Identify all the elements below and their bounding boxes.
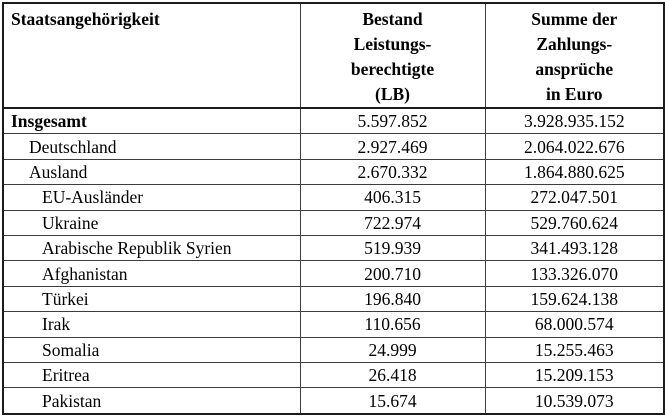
row-label: Ukraine [3,210,300,235]
header-summe-zahlungsansprueche [485,3,664,108]
euro-value: 529.760.624 [485,210,664,235]
header-staatsangehoerigkeit [3,3,300,108]
statistics-table [2,2,665,415]
row-label: Arabische Republik Syrien [3,236,300,261]
row-label: EU-Ausländer [3,185,300,210]
header-line: Leistungs- [353,34,432,54]
table-row-tuerkei [3,286,664,311]
row-label: Insgesamt [3,108,300,134]
table-row-syrien [3,236,664,261]
header-line: (LB) [375,84,410,104]
euro-value: 272.047.501 [485,185,664,210]
euro-value: 10.539.073 [485,388,664,414]
header-bestand-lb [300,3,485,108]
header-label: Staatsangehörigkeit [11,9,160,29]
row-label: Türkei [3,286,300,311]
row-label: Irak [3,312,300,337]
euro-value: 15.209.153 [485,363,664,388]
table-row-insgesamt [3,108,664,134]
header-line: Summe der [531,9,618,29]
euro-value: 133.326.070 [485,261,664,286]
lb-value: 722.974 [300,210,485,235]
table-row-somalia [3,337,664,362]
table-row-eritrea [3,363,664,388]
lb-value: 200.710 [300,261,485,286]
header-line: berechtigte [350,59,435,79]
row-label: Somalia [3,337,300,362]
table-row-ukraine [3,210,664,235]
lb-value: 2.927.469 [300,134,485,159]
lb-value: 110.656 [300,312,485,337]
table-row-afghanistan [3,261,664,286]
lb-value: 406.315 [300,185,485,210]
lb-value: 26.418 [300,363,485,388]
table-row-pakistan [3,388,664,414]
lb-value: 519.939 [300,236,485,261]
header-row [3,3,664,108]
euro-value: 159.624.138 [485,286,664,311]
euro-value: 1.864.880.625 [485,159,664,184]
lb-value: 2.670.332 [300,159,485,184]
row-label: Deutschland [3,134,300,159]
row-label: Afghanistan [3,261,300,286]
euro-value: 15.255.463 [485,337,664,362]
row-label: Eritrea [3,363,300,388]
euro-value: 341.493.128 [485,236,664,261]
table-row-eu-auslaender [3,185,664,210]
lb-value: 196.840 [300,286,485,311]
table-row-ausland [3,159,664,184]
euro-value: 68.000.574 [485,312,664,337]
header-line: ansprüche [535,59,614,79]
table-header [3,3,664,108]
table-row-deutschland [3,134,664,159]
lb-value: 15.674 [300,388,485,414]
header-line: in Euro [545,84,603,104]
row-label: Ausland [3,159,300,184]
table-row-irak [3,312,664,337]
header-line: Bestand [362,9,423,29]
row-label: Pakistan [3,388,300,414]
euro-value: 3.928.935.152 [485,108,664,134]
euro-value: 2.064.022.676 [485,134,664,159]
table-body [3,108,664,414]
lb-value: 24.999 [300,337,485,362]
header-line: Zahlungs- [536,34,613,54]
lb-value: 5.597.852 [300,108,485,134]
